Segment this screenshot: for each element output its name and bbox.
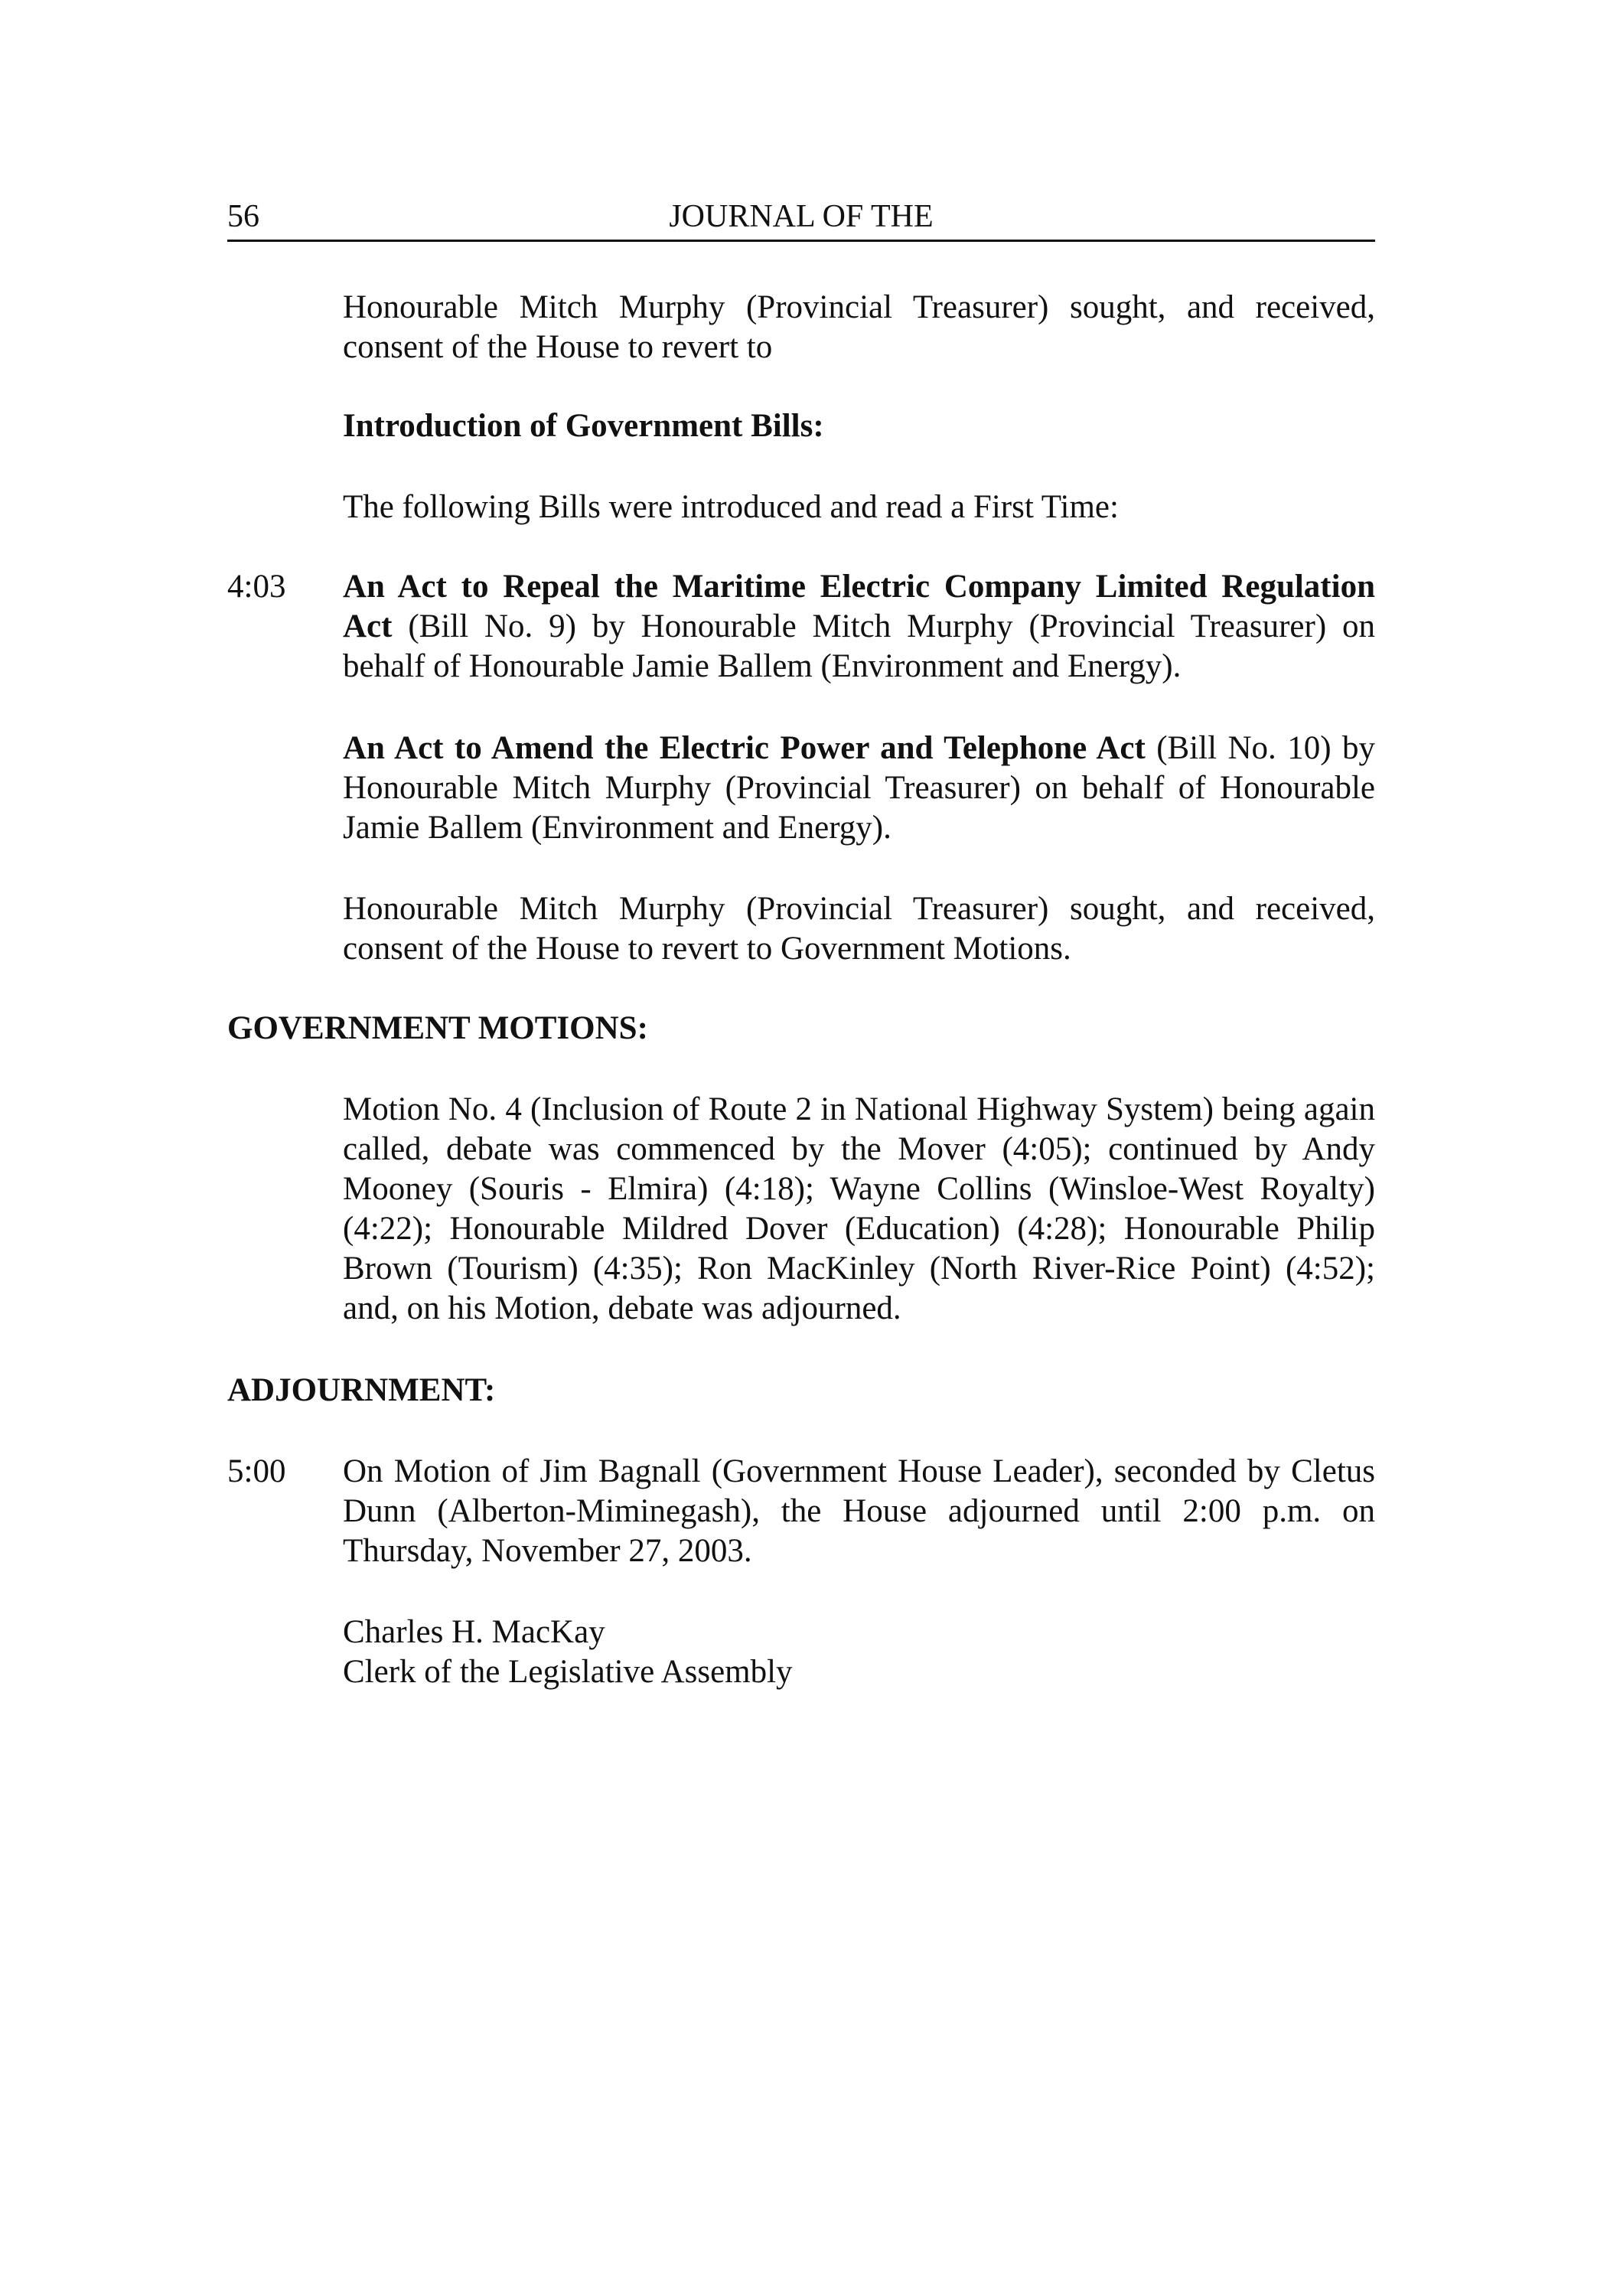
government-motions-heading: GOVERNMENT MOTIONS: xyxy=(227,1010,648,1046)
motion4-paragraph: Motion No. 4 (Inclusion of Route 2 in National Highway System) being again called, debate was commenced by the Mover (4:05); continued by Andy Mooney (Souris - Elmira) (4:18); Wayne Collins (Winsloe-West Royalty) (4:22); Honourable Mildred Dover (Education) (4:28); Honourable Philip Brown (Tourism) (4:35); Ron MacKinley (North River-Rice Point) (4:52); and, on his Motion, debate was adjourned. xyxy=(343,1091,1375,1326)
page-header xyxy=(227,194,1375,242)
bill2-paragraph xyxy=(343,729,1375,848)
signature-name: Charles H. MacKay xyxy=(343,1614,605,1650)
bill1-time: 4:03 xyxy=(227,569,286,605)
bill2-title: An Act to Amend the Electric Power and Telephone Act xyxy=(343,730,1146,766)
revert-motions-paragraph: Honourable Mitch Murphy (Provincial Treasurer) sought, and received, consent of the House to revert to Government Motions. xyxy=(343,891,1375,967)
bill1-details: (Bill No. 9) by Honourable Mitch Murphy (Provincial Treasurer) on behalf of Honourable Jamie Ballem (Environment and Energy). xyxy=(343,608,1375,684)
bill1-title: An Act to Repeal the Maritime Electric Company Limited Regulation Act xyxy=(343,569,1375,644)
running-title: JOURNAL OF THE xyxy=(669,199,934,234)
page-number: 56 xyxy=(227,199,259,234)
adjournment-time: 5:00 xyxy=(227,1453,286,1489)
bill1-paragraph xyxy=(343,567,1375,687)
revert-intro-paragraph: Honourable Mitch Murphy (Provincial Treasurer) sought, and received, consent of the House to revert to xyxy=(343,289,1375,365)
adjournment-paragraph: On Motion of Jim Bagnall (Government House Leader), seconded by Cletus Dunn (Alberton-Miminegash), the House adjourned until 2:00 p.m. on Thursday, November 27, 2003. xyxy=(343,1453,1375,1569)
bill2-details: (Bill No. 10) by Honourable Mitch Murphy (Provincial Treasurer) on behalf of Honourable Jamie Ballem (Environment and Energy). xyxy=(343,730,1376,846)
signature-title: Clerk of the Legislative Assembly xyxy=(343,1654,793,1690)
adjournment-heading: ADJOURNMENT: xyxy=(227,1372,496,1408)
intro-bills-heading: Introduction of Government Bills: xyxy=(343,408,824,444)
bills-intro-paragraph: The following Bills were introduced and read a First Time: xyxy=(343,489,1119,525)
